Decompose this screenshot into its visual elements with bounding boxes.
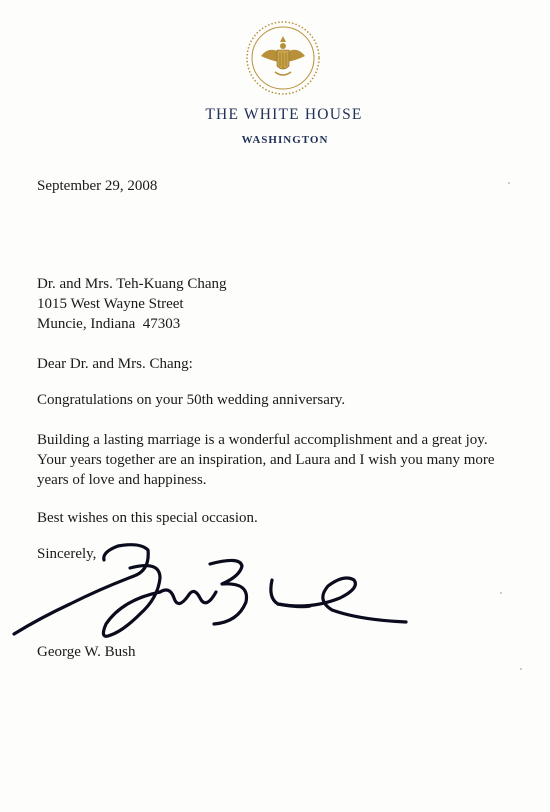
recipient-city: Muncie, Indiana 47303 — [37, 316, 181, 332]
recipient-street: 1015 West Wayne Street — [37, 296, 184, 312]
closing: Sincerely, — [37, 546, 97, 562]
letterhead-title: THE WHITE HOUSE — [205, 106, 363, 123]
paragraph-congratulations: Congratulations on your 50th wedding anniversary. — [37, 392, 346, 408]
recipient-name: Dr. and Mrs. Teh-Kuang Chang — [37, 276, 227, 292]
letter-date: September 29, 2008 — [37, 178, 158, 194]
paper-speck — [520, 668, 522, 670]
letterhead-subtitle: WASHINGTON — [241, 134, 329, 146]
paper-speck — [508, 182, 510, 184]
paragraph-marriage: Building a lasting marriage is a wonderful accomplishment and a great joy. Your years together are an inspiration, and Laura and I wish you many more years of love and happiness. — [37, 432, 499, 488]
signature-icon — [10, 540, 410, 650]
salutation: Dear Dr. and Mrs. Chang: — [37, 356, 193, 372]
paragraph-best-wishes: Best wishes on this special occasion. — [37, 510, 258, 526]
signature-name: George W. Bush — [37, 644, 136, 660]
presidential-seal-icon — [245, 20, 321, 96]
paper-speck — [500, 592, 502, 594]
